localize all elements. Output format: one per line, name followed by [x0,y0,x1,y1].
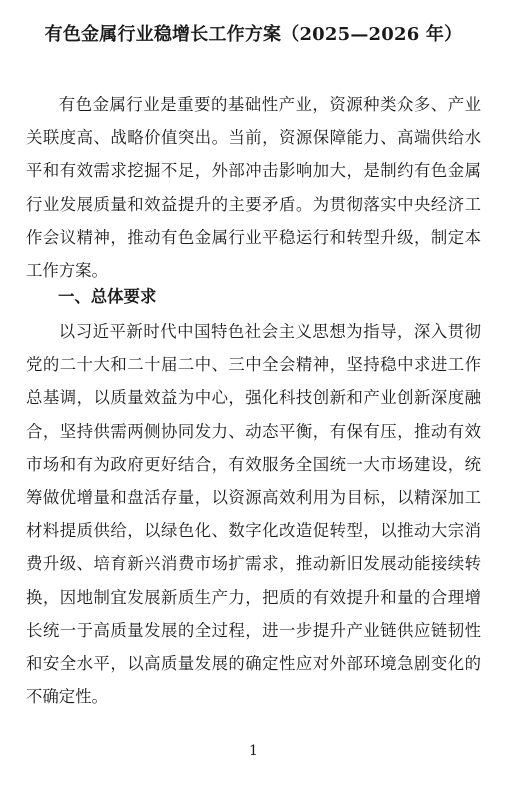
intro-paragraph: 有色金属行业是重要的基础性产业，资源种类众多、产业关联度高、战略价值突出。当前，资源保障能力、高端供给水平和有效需求挖掘不足，外部冲击影响加大，是制约有色金属行业发展质量和效益提升的主要矛盾。为贯彻落实中央经济工作会议精神，推动有色金属行业平稳运行和转型升级，制定本工作方案。 [26,95,481,281]
section-heading-general-requirements: 一、总体要求 [58,287,157,306]
page-number: 1 [249,743,258,759]
document-title: 有色金属行业稳增长工作方案（2025—2026 年） [44,24,463,45]
general-requirements-paragraph: 以习近平新时代中国特色社会主义思想为指导，深入贯彻党的二十大和二十届二中、三中全会精神，坚持稳中求进工作总基调，以质量效益为中心，强化科技创新和产业创新深度融合，坚持供需两侧协同发力、动态平衡，有保有压，推动有效市场和有为政府更好结合，有效服务全国统一大市场建设，统筹做优增量和盘活存量，以资源高效利用为目标，以精深加工材料提质供给，以绿色化、数字化改造促转型，以推动大宗消费升级、培育新兴消费市场扩需求，推动新旧发展动能接续转换，因地制宜发展新质生产力，把质的有效提升和量的合理增长统一于高质量发展的全过程，进一步提升产业链供应链韧性和安全水平，以高质量发展的确定性应对外部环境急剧变化的不确定性。 [26,322,481,707]
